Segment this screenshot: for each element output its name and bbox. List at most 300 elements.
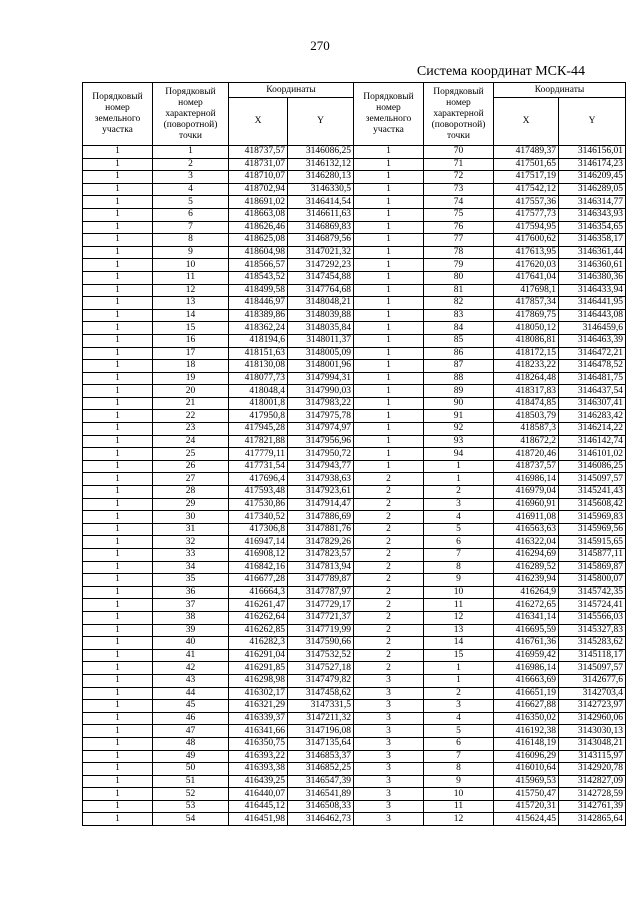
x-coordinate-cell: 416439,25 xyxy=(229,775,288,788)
point-number-cell: 37 xyxy=(153,599,229,612)
table-row xyxy=(83,775,626,788)
parcel-number-cell: 1 xyxy=(83,246,153,259)
x-coordinate-cell: 416239,94 xyxy=(494,574,559,587)
y-coordinate-cell: 3146214,22 xyxy=(559,423,626,436)
point-number-cell: 22 xyxy=(153,410,229,423)
point-number-cell: 4 xyxy=(424,511,494,524)
header-coordinates: Координаты xyxy=(229,83,354,98)
table-row xyxy=(83,259,626,272)
y-coordinate-cell: 3146283,42 xyxy=(559,410,626,423)
x-coordinate-cell: 418672,2 xyxy=(494,435,559,448)
point-number-cell: 49 xyxy=(153,750,229,763)
y-coordinate-cell: 3145877,11 xyxy=(559,549,626,562)
x-coordinate-cell: 416627,88 xyxy=(494,700,559,713)
parcel-number-cell: 3 xyxy=(354,737,424,750)
point-number-cell: 72 xyxy=(424,171,494,184)
point-number-cell: 78 xyxy=(424,246,494,259)
x-coordinate-cell: 418048,4 xyxy=(229,385,288,398)
y-coordinate-cell: 3147994,31 xyxy=(288,372,354,385)
point-number-cell: 7 xyxy=(153,221,229,234)
table-row xyxy=(83,674,626,687)
y-coordinate-cell: 3145097,57 xyxy=(559,662,626,675)
y-coordinate-cell: 3147292,23 xyxy=(288,259,354,272)
table-row xyxy=(83,763,626,776)
parcel-number-cell: 1 xyxy=(83,196,153,209)
x-coordinate-cell: 416664,3 xyxy=(229,586,288,599)
parcel-number-cell: 1 xyxy=(83,309,153,322)
y-coordinate-cell: 3143115,97 xyxy=(559,750,626,763)
y-coordinate-cell: 3142865,64 xyxy=(559,813,626,826)
y-coordinate-cell: 3145327,83 xyxy=(559,624,626,637)
header-point-number: Порядковый номер характерной (поворотной) точки xyxy=(153,83,229,146)
y-coordinate-cell: 3146086,25 xyxy=(288,146,354,159)
x-coordinate-cell: 416291,04 xyxy=(229,649,288,662)
y-coordinate-cell: 3146481,75 xyxy=(559,372,626,385)
y-coordinate-cell: 3146443,08 xyxy=(559,309,626,322)
table-row xyxy=(83,246,626,259)
x-coordinate-cell: 416350,75 xyxy=(229,737,288,750)
parcel-number-cell: 1 xyxy=(354,284,424,297)
point-number-cell: 30 xyxy=(153,511,229,524)
x-coordinate-cell: 416341,66 xyxy=(229,725,288,738)
y-coordinate-cell: 3145869,87 xyxy=(559,561,626,574)
table-row xyxy=(83,586,626,599)
parcel-number-cell: 2 xyxy=(354,574,424,587)
point-number-cell: 1 xyxy=(424,473,494,486)
x-coordinate-cell: 417600,62 xyxy=(494,234,559,247)
parcel-number-cell: 1 xyxy=(83,146,153,159)
point-number-cell: 42 xyxy=(153,662,229,675)
parcel-number-cell: 3 xyxy=(354,750,424,763)
y-coordinate-cell: 3146142,74 xyxy=(559,435,626,448)
parcel-number-cell: 2 xyxy=(354,662,424,675)
table-row xyxy=(83,687,626,700)
page-number: 270 xyxy=(310,38,330,53)
y-coordinate-cell: 3146354,65 xyxy=(559,221,626,234)
y-coordinate-cell: 3147454,88 xyxy=(288,271,354,284)
parcel-number-cell: 1 xyxy=(83,536,153,549)
point-number-cell: 5 xyxy=(153,196,229,209)
x-coordinate-cell: 418691,02 xyxy=(229,196,288,209)
x-coordinate-cell: 417779,11 xyxy=(229,448,288,461)
parcel-number-cell: 1 xyxy=(83,549,153,562)
y-coordinate-cell: 3146478,52 xyxy=(559,360,626,373)
y-coordinate-cell: 3147990,03 xyxy=(288,385,354,398)
y-coordinate-cell: 3147938,63 xyxy=(288,473,354,486)
x-coordinate-cell: 418389,86 xyxy=(229,309,288,322)
y-coordinate-cell: 3142723,97 xyxy=(559,700,626,713)
parcel-number-cell: 1 xyxy=(83,649,153,662)
x-coordinate-cell: 418317,83 xyxy=(494,385,559,398)
x-coordinate-cell: 416289,52 xyxy=(494,561,559,574)
y-coordinate-cell: 3147914,47 xyxy=(288,498,354,511)
point-number-cell: 47 xyxy=(153,725,229,738)
parcel-number-cell: 1 xyxy=(354,322,424,335)
parcel-number-cell: 1 xyxy=(83,183,153,196)
table-row xyxy=(83,171,626,184)
x-coordinate-cell: 418001,8 xyxy=(229,397,288,410)
y-coordinate-cell: 3146611,63 xyxy=(288,208,354,221)
table-row xyxy=(83,435,626,448)
parcel-number-cell: 2 xyxy=(354,473,424,486)
parcel-number-cell: 1 xyxy=(83,586,153,599)
point-number-cell: 48 xyxy=(153,737,229,750)
parcel-number-cell: 1 xyxy=(354,423,424,436)
parcel-number-cell: 1 xyxy=(83,460,153,473)
table-row xyxy=(83,397,626,410)
x-coordinate-cell: 416339,37 xyxy=(229,712,288,725)
y-coordinate-cell: 3147950,72 xyxy=(288,448,354,461)
point-number-cell: 38 xyxy=(153,611,229,624)
y-coordinate-cell: 3146463,39 xyxy=(559,334,626,347)
x-coordinate-cell: 418264,48 xyxy=(494,372,559,385)
parcel-number-cell: 3 xyxy=(354,687,424,700)
point-number-cell: 9 xyxy=(424,775,494,788)
parcel-number-cell: 3 xyxy=(354,700,424,713)
y-coordinate-cell: 3146433,94 xyxy=(559,284,626,297)
point-number-cell: 9 xyxy=(424,574,494,587)
x-coordinate-cell: 418077,73 xyxy=(229,372,288,385)
x-coordinate-cell: 416695,59 xyxy=(494,624,559,637)
parcel-number-cell: 1 xyxy=(83,700,153,713)
table-row xyxy=(83,473,626,486)
header-y: Y xyxy=(559,98,626,146)
table-row xyxy=(83,662,626,675)
x-coordinate-cell: 416959,42 xyxy=(494,649,559,662)
table-row xyxy=(83,196,626,209)
parcel-number-cell: 1 xyxy=(354,347,424,360)
x-coordinate-cell: 416979,04 xyxy=(494,486,559,499)
parcel-number-cell: 1 xyxy=(354,246,424,259)
y-coordinate-cell: 3146314,77 xyxy=(559,196,626,209)
x-coordinate-cell: 417594,95 xyxy=(494,221,559,234)
parcel-number-cell: 1 xyxy=(354,183,424,196)
y-coordinate-cell: 3145800,07 xyxy=(559,574,626,587)
point-number-cell: 79 xyxy=(424,259,494,272)
parcel-number-cell: 3 xyxy=(354,674,424,687)
y-coordinate-cell: 3146852,25 xyxy=(288,763,354,776)
x-coordinate-cell: 416350,02 xyxy=(494,712,559,725)
point-number-cell: 70 xyxy=(424,146,494,159)
table-row xyxy=(83,813,626,826)
x-coordinate-cell: 418086,81 xyxy=(494,334,559,347)
parcel-number-cell: 3 xyxy=(354,725,424,738)
x-coordinate-cell: 418604,98 xyxy=(229,246,288,259)
y-coordinate-cell: 3145724,41 xyxy=(559,599,626,612)
x-coordinate-cell: 416761,36 xyxy=(494,637,559,650)
point-number-cell: 90 xyxy=(424,397,494,410)
table-row xyxy=(83,700,626,713)
point-number-cell: 1 xyxy=(424,662,494,675)
y-coordinate-cell: 3148039,88 xyxy=(288,309,354,322)
parcel-number-cell: 1 xyxy=(354,397,424,410)
y-coordinate-cell: 3147021,32 xyxy=(288,246,354,259)
point-number-cell: 23 xyxy=(153,423,229,436)
y-coordinate-cell: 3147532,52 xyxy=(288,649,354,662)
table-row xyxy=(83,737,626,750)
y-coordinate-cell: 3146472,21 xyxy=(559,347,626,360)
table-row xyxy=(83,523,626,536)
y-coordinate-cell: 3147719,99 xyxy=(288,624,354,637)
point-number-cell: 12 xyxy=(424,813,494,826)
point-number-cell: 84 xyxy=(424,322,494,335)
parcel-number-cell: 1 xyxy=(83,788,153,801)
point-number-cell: 8 xyxy=(153,234,229,247)
y-coordinate-cell: 3142761,39 xyxy=(559,800,626,813)
point-number-cell: 28 xyxy=(153,486,229,499)
point-number-cell: 43 xyxy=(153,674,229,687)
x-coordinate-cell: 416651,19 xyxy=(494,687,559,700)
y-coordinate-cell: 3145969,56 xyxy=(559,523,626,536)
table-row xyxy=(83,385,626,398)
parcel-number-cell: 1 xyxy=(83,397,153,410)
y-coordinate-cell: 3146086,25 xyxy=(559,460,626,473)
point-number-cell: 12 xyxy=(424,611,494,624)
parcel-number-cell: 1 xyxy=(83,410,153,423)
y-coordinate-cell: 3146280,13 xyxy=(288,171,354,184)
table-row xyxy=(83,322,626,335)
parcel-number-cell: 1 xyxy=(83,259,153,272)
point-number-cell: 36 xyxy=(153,586,229,599)
point-number-cell: 50 xyxy=(153,763,229,776)
point-number-cell: 2 xyxy=(424,687,494,700)
point-number-cell: 8 xyxy=(424,561,494,574)
x-coordinate-cell: 416445,12 xyxy=(229,800,288,813)
y-coordinate-cell: 3145097,57 xyxy=(559,473,626,486)
point-number-cell: 7 xyxy=(424,549,494,562)
x-coordinate-cell: 418446,97 xyxy=(229,297,288,310)
point-number-cell: 52 xyxy=(153,788,229,801)
table-body xyxy=(83,146,626,826)
x-coordinate-cell: 417517,19 xyxy=(494,171,559,184)
y-coordinate-cell: 3147983,22 xyxy=(288,397,354,410)
x-coordinate-cell: 417641,04 xyxy=(494,271,559,284)
x-coordinate-cell: 416272,65 xyxy=(494,599,559,612)
x-coordinate-cell: 416148,19 xyxy=(494,737,559,750)
x-coordinate-cell: 416261,47 xyxy=(229,599,288,612)
parcel-number-cell: 1 xyxy=(83,234,153,247)
y-coordinate-cell: 3147974,97 xyxy=(288,423,354,436)
y-coordinate-cell: 3146879,56 xyxy=(288,234,354,247)
point-number-cell: 87 xyxy=(424,360,494,373)
y-coordinate-cell: 3145969,83 xyxy=(559,511,626,524)
parcel-number-cell: 1 xyxy=(83,208,153,221)
parcel-number-cell: 1 xyxy=(83,750,153,763)
x-coordinate-cell: 416302,17 xyxy=(229,687,288,700)
point-number-cell: 82 xyxy=(424,297,494,310)
point-number-cell: 14 xyxy=(153,309,229,322)
point-number-cell: 2 xyxy=(153,158,229,171)
parcel-number-cell: 1 xyxy=(354,158,424,171)
point-number-cell: 94 xyxy=(424,448,494,461)
point-number-cell: 6 xyxy=(424,536,494,549)
table-row xyxy=(83,460,626,473)
x-coordinate-cell: 418566,57 xyxy=(229,259,288,272)
parcel-number-cell: 1 xyxy=(354,171,424,184)
table-row xyxy=(83,750,626,763)
parcel-number-cell: 1 xyxy=(354,146,424,159)
point-number-cell: 1 xyxy=(424,674,494,687)
y-coordinate-cell: 3147886,69 xyxy=(288,511,354,524)
y-coordinate-cell: 3145283,62 xyxy=(559,637,626,650)
parcel-number-cell: 1 xyxy=(83,599,153,612)
x-coordinate-cell: 417620,03 xyxy=(494,259,559,272)
parcel-number-cell: 1 xyxy=(83,813,153,826)
table-row xyxy=(83,498,626,511)
x-coordinate-cell: 418737,57 xyxy=(494,460,559,473)
y-coordinate-cell: 3142827,09 xyxy=(559,775,626,788)
y-coordinate-cell: 3145915,65 xyxy=(559,536,626,549)
point-number-cell: 86 xyxy=(424,347,494,360)
parcel-number-cell: 1 xyxy=(354,448,424,461)
x-coordinate-cell: 416986,14 xyxy=(494,473,559,486)
x-coordinate-cell: 418626,46 xyxy=(229,221,288,234)
parcel-number-cell: 2 xyxy=(354,611,424,624)
parcel-number-cell: 1 xyxy=(83,360,153,373)
x-coordinate-cell: 416986,14 xyxy=(494,662,559,675)
y-coordinate-cell: 3148035,84 xyxy=(288,322,354,335)
parcel-number-cell: 1 xyxy=(83,674,153,687)
y-coordinate-cell: 3142960,06 xyxy=(559,712,626,725)
x-coordinate-cell: 418172,15 xyxy=(494,347,559,360)
parcel-number-cell: 1 xyxy=(83,372,153,385)
x-coordinate-cell: 418702,94 xyxy=(229,183,288,196)
y-coordinate-cell: 3147956,96 xyxy=(288,435,354,448)
point-number-cell: 83 xyxy=(424,309,494,322)
table-row xyxy=(83,410,626,423)
x-coordinate-cell: 416291,85 xyxy=(229,662,288,675)
point-number-cell: 40 xyxy=(153,637,229,650)
header-x: X xyxy=(229,98,288,146)
parcel-number-cell: 1 xyxy=(354,385,424,398)
point-number-cell: 73 xyxy=(424,183,494,196)
point-number-cell: 1 xyxy=(153,146,229,159)
parcel-number-cell: 3 xyxy=(354,712,424,725)
point-number-cell: 19 xyxy=(153,372,229,385)
parcel-number-cell: 3 xyxy=(354,788,424,801)
parcel-number-cell: 2 xyxy=(354,586,424,599)
table-row xyxy=(83,561,626,574)
parcel-number-cell: 1 xyxy=(83,271,153,284)
x-coordinate-cell: 416393,38 xyxy=(229,763,288,776)
x-coordinate-cell: 416262,64 xyxy=(229,611,288,624)
point-number-cell: 44 xyxy=(153,687,229,700)
point-number-cell: 13 xyxy=(424,624,494,637)
x-coordinate-cell: 417613,95 xyxy=(494,246,559,259)
table-row xyxy=(83,574,626,587)
x-coordinate-cell: 417557,36 xyxy=(494,196,559,209)
x-coordinate-cell: 418130,08 xyxy=(229,360,288,373)
y-coordinate-cell: 3146459,6 xyxy=(559,322,626,335)
point-number-cell: 81 xyxy=(424,284,494,297)
y-coordinate-cell: 3146547,39 xyxy=(288,775,354,788)
parcel-number-cell: 1 xyxy=(83,435,153,448)
point-number-cell: 71 xyxy=(424,158,494,171)
y-coordinate-cell: 3142728,59 xyxy=(559,788,626,801)
table-row xyxy=(83,536,626,549)
x-coordinate-cell: 418731,07 xyxy=(229,158,288,171)
x-coordinate-cell: 418362,24 xyxy=(229,322,288,335)
parcel-number-cell: 1 xyxy=(354,221,424,234)
y-coordinate-cell: 3146289,05 xyxy=(559,183,626,196)
parcel-number-cell: 3 xyxy=(354,775,424,788)
point-number-cell: 91 xyxy=(424,410,494,423)
parcel-number-cell: 1 xyxy=(354,435,424,448)
y-coordinate-cell: 3147590,66 xyxy=(288,637,354,650)
y-coordinate-cell: 3145118,17 xyxy=(559,649,626,662)
x-coordinate-cell: 416451,98 xyxy=(229,813,288,826)
parcel-number-cell: 1 xyxy=(83,775,153,788)
x-coordinate-cell: 418503,79 xyxy=(494,410,559,423)
x-coordinate-cell: 417542,12 xyxy=(494,183,559,196)
parcel-number-cell: 1 xyxy=(354,297,424,310)
table-row xyxy=(83,624,626,637)
y-coordinate-cell: 3147458,62 xyxy=(288,687,354,700)
y-coordinate-cell: 3142677,6 xyxy=(559,674,626,687)
parcel-number-cell: 2 xyxy=(354,486,424,499)
parcel-number-cell: 1 xyxy=(354,309,424,322)
parcel-number-cell: 1 xyxy=(354,208,424,221)
x-coordinate-cell: 416908,12 xyxy=(229,549,288,562)
point-number-cell: 88 xyxy=(424,372,494,385)
y-coordinate-cell: 3146853,37 xyxy=(288,750,354,763)
parcel-number-cell: 1 xyxy=(83,486,153,499)
point-number-cell: 80 xyxy=(424,271,494,284)
y-coordinate-cell: 3147923,61 xyxy=(288,486,354,499)
table-row xyxy=(83,637,626,650)
x-coordinate-cell: 418625,08 xyxy=(229,234,288,247)
x-coordinate-cell: 416842,16 xyxy=(229,561,288,574)
point-number-cell: 89 xyxy=(424,385,494,398)
x-coordinate-cell: 415720,31 xyxy=(494,800,559,813)
table-row xyxy=(83,334,626,347)
parcel-number-cell: 1 xyxy=(83,322,153,335)
table-row xyxy=(83,599,626,612)
table-row xyxy=(83,221,626,234)
y-coordinate-cell: 3146380,36 xyxy=(559,271,626,284)
x-coordinate-cell: 417340,52 xyxy=(229,511,288,524)
parcel-number-cell: 1 xyxy=(83,637,153,650)
y-coordinate-cell: 3146343,93 xyxy=(559,208,626,221)
parcel-number-cell: 2 xyxy=(354,498,424,511)
x-coordinate-cell: 415624,45 xyxy=(494,813,559,826)
x-coordinate-cell: 417731,54 xyxy=(229,460,288,473)
point-number-cell: 16 xyxy=(153,334,229,347)
parcel-number-cell: 1 xyxy=(354,372,424,385)
table-row xyxy=(83,146,626,159)
parcel-number-cell: 1 xyxy=(83,473,153,486)
y-coordinate-cell: 3147764,68 xyxy=(288,284,354,297)
parcel-number-cell: 2 xyxy=(354,624,424,637)
parcel-number-cell: 1 xyxy=(354,360,424,373)
point-number-cell: 76 xyxy=(424,221,494,234)
point-number-cell: 12 xyxy=(153,284,229,297)
parcel-number-cell: 3 xyxy=(354,800,424,813)
y-coordinate-cell: 3146360,61 xyxy=(559,259,626,272)
point-number-cell: 41 xyxy=(153,649,229,662)
y-coordinate-cell: 3146101,02 xyxy=(559,448,626,461)
x-coordinate-cell: 418233,22 xyxy=(494,360,559,373)
table-row xyxy=(83,549,626,562)
header-parcel-number: Порядковый номер земельного участка xyxy=(354,83,424,146)
parcel-number-cell: 2 xyxy=(354,523,424,536)
table-row xyxy=(83,309,626,322)
header-parcel-number: Порядковый номер земельного участка xyxy=(83,83,153,146)
x-coordinate-cell: 416341,14 xyxy=(494,611,559,624)
point-number-cell: 93 xyxy=(424,435,494,448)
point-number-cell: 10 xyxy=(153,259,229,272)
parcel-number-cell: 1 xyxy=(83,221,153,234)
